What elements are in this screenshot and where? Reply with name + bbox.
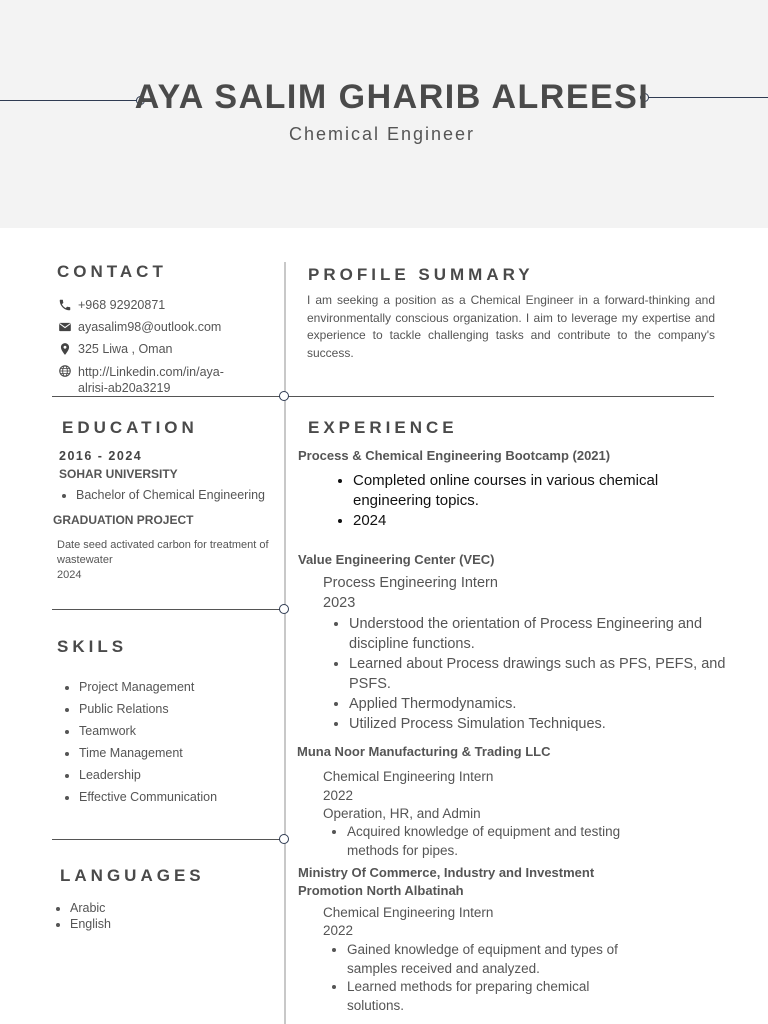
phone-text: +968 92920871	[78, 298, 166, 312]
job-bullet: • Gained knowledge of equipment and types of samples received and analyzed.	[347, 941, 649, 978]
languages-list	[52, 900, 111, 932]
profile-heading-text: PROFILE SUMMARY	[308, 265, 534, 284]
job-heading: Muna Noor Manufacturing & Trading LLC	[297, 744, 551, 759]
job-bullet: • 2024	[353, 511, 690, 531]
location-text: 325 Liwa , Oman	[78, 342, 173, 356]
job-bullet: • Acquired knowledge of equipment and testing methods for pipes.	[347, 823, 649, 860]
project-line-2: wastewater	[57, 554, 113, 566]
divider-node-skills	[279, 834, 289, 844]
profile-heading	[308, 265, 534, 285]
vertical-divider	[284, 262, 286, 1024]
linkedin-link[interactable]	[78, 364, 224, 396]
experience-heading	[308, 418, 458, 438]
divider-skills	[52, 839, 285, 840]
header-band	[0, 0, 768, 228]
skills-list	[61, 676, 217, 808]
experience-heading-text: EXPERIENCE	[308, 418, 458, 437]
candidate-name: AYA SALIM GHARIB ALREESI	[134, 78, 650, 116]
job-bullet: • Understood the orientation of Process Engineering and discipline functions.	[349, 614, 733, 654]
linkedin-line-1: http://Linkedin.com/in/aya-	[78, 365, 224, 379]
job-year: 2022	[323, 923, 354, 938]
language-item: • English	[70, 916, 111, 932]
location-pin-icon	[58, 342, 72, 356]
contact-phone	[58, 298, 165, 312]
graduation-project-details	[57, 538, 269, 583]
contact-email	[58, 320, 221, 334]
education-heading	[62, 418, 198, 438]
education-heading-text: EDUCATION	[62, 418, 198, 437]
job-heading-line-1: Ministry Of Commerce, Industry and Investment	[298, 865, 595, 880]
job-bullet: • Learned about Process drawings such as PFS, PEFS, and PSFS.	[349, 654, 733, 694]
job-bullets	[329, 823, 649, 860]
education-degree: • Bachelor of Chemical Engineering	[76, 488, 265, 502]
phone-icon	[58, 298, 72, 312]
job-heading: Value Engineering Center (VEC)	[298, 552, 495, 567]
languages-heading	[60, 866, 205, 886]
education-years: 2016 - 2024	[59, 449, 143, 463]
contact-linkedin	[58, 364, 224, 396]
email-text[interactable]: ayasalim98@outlook.com	[78, 320, 222, 334]
job-bullets	[331, 614, 733, 734]
profile-summary-text: I am seeking a position as a Chemical Engineer in a forward-thinking and environmentally conscious organization. I aim to leverage my expertise and experience to tackle challenging tasks and contribute to the company's success.	[307, 293, 715, 360]
skills-heading-text: SKILS	[57, 637, 128, 656]
divider-education	[52, 609, 285, 610]
job-bullet: • Applied Thermodynamics.	[349, 694, 733, 714]
skill-item: • Effective Communication	[79, 786, 217, 808]
job-role: Process Engineering Intern	[323, 575, 498, 591]
skill-item: • Leadership	[79, 764, 217, 786]
contact-location	[58, 342, 173, 356]
job-bullet: • Learned methods for preparing chemical solutions.	[347, 978, 649, 1015]
project-line-1: Date seed activated carbon for treatment of	[57, 539, 269, 551]
skill-item: • Project Management	[79, 676, 217, 698]
language-item: • Arabic	[70, 900, 111, 916]
skill-item: • Time Management	[79, 742, 217, 764]
job-heading	[298, 864, 594, 900]
skills-heading	[57, 637, 127, 657]
divider-node-contact	[279, 391, 289, 401]
job-heading: Process & Chemical Engineering Bootcamp (2021)	[298, 448, 611, 463]
linkedin-line-2: alrisi-ab20a3219	[78, 381, 171, 395]
globe-icon	[58, 364, 72, 378]
languages-heading-text: LANGUAGES	[60, 866, 205, 885]
contact-heading-text: CONTACT	[57, 262, 167, 281]
divider-node-education	[279, 604, 289, 614]
candidate-role: Chemical Engineer	[288, 124, 476, 144]
job-bullet: • Utilized Process Simulation Techniques.	[349, 714, 733, 734]
job-year: 2022	[323, 788, 354, 803]
contact-heading	[57, 262, 167, 282]
graduation-project-title: GRADUATION PROJECT	[53, 513, 194, 527]
job-dept: Operation, HR, and Admin	[323, 806, 481, 821]
education-degree-list	[58, 488, 265, 502]
mail-icon	[58, 320, 72, 334]
job-bullets	[329, 941, 649, 1015]
skill-item: • Teamwork	[79, 720, 217, 742]
divider-contact	[52, 396, 714, 397]
education-school: SOHAR UNIVERSITY	[59, 467, 178, 481]
job-year: 2023	[323, 595, 356, 611]
job-role: Chemical Engineering Intern	[323, 905, 494, 920]
job-bullets	[335, 471, 690, 531]
job-role: Chemical Engineering Intern	[323, 769, 494, 784]
project-year: 2024	[57, 569, 82, 581]
skill-item: • Public Relations	[79, 698, 217, 720]
job-bullet: • Completed online courses in various chemical engineering topics.	[353, 471, 690, 511]
job-heading-line-2: Promotion North Albatinah	[298, 883, 464, 898]
